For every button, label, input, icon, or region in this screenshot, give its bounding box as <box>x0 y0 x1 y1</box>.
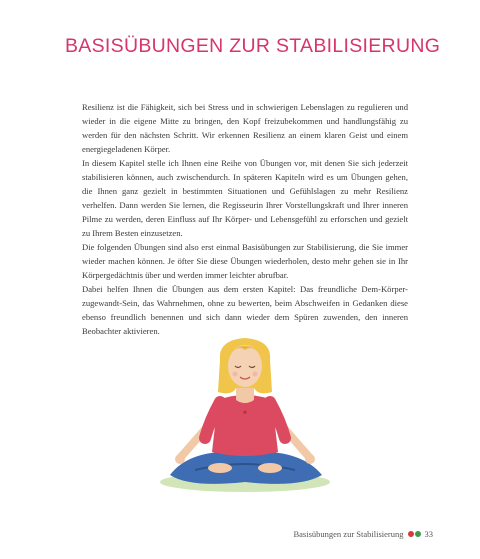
paragraph: Die folgenden Übungen sind also erst einmal Basisübungen zur Stabilisierung, die Sie immer wieder machen können. Je öfter Sie diese Übungen wiederholen, desto mehr gehen sie in Ihr Körpergedächtnis über und werden immer leichter abrufbar. <box>82 242 408 280</box>
paragraph: Dabei helfen Ihnen die Übungen aus dem ersten Kapitel: Das freundliche Dem-Körper-zugewandt-Sein, das Wahrnehmen, ohne zu bewerten, beim Abschweifen in Gedanken diese ebenso freundlich benennen und sich dann wieder dem Spüren zuwenden, den inneren Beobachter aktivieren. <box>82 284 408 336</box>
page-footer <box>293 529 433 539</box>
page-title: BASISÜBUNGEN ZUR STABILISIERUNG <box>65 35 441 57</box>
meditating-woman-illustration <box>150 330 340 495</box>
footer-section-title: Basisübungen zur Stabilisierung <box>293 529 404 539</box>
body-text <box>82 100 408 338</box>
paragraph: In diesem Kapitel stelle ich Ihnen eine Reihe von Übungen vor, mit denen Sie sich jederzeit stabilisieren können, auch zwischendurch. In späteren Kapiteln wird es um Übungen gehen, die Ihnen ganz gezielt in bestimmten Situationen und Gefühlslagen zu mehr Resilienz verhelfen. Dann werden Sie lernen, die Regisseurin Ihrer Vorstellungskraft und Ihrer inneren Pilme zu werden, deren Einfluss auf Ihr Körper- und Lebensgefühl zu erforschen und gezielt zu Ihrem Besten einzusetzen. <box>82 158 408 238</box>
page-number: 33 <box>424 529 433 539</box>
paragraph: Resilienz ist die Fähigkeit, sich bei Stress und in schwierigen Lebenslagen zu regulieren und wieder in die eigene Mitte zu bringen, den Kopf freizubekommen und handlungsfähig zu werden für den nächsten Schritt. Wir erkennen Resilienz an einem klaren Geist und einem energiegeladenen Körper. <box>82 102 408 154</box>
footer-dots-icon <box>408 531 421 537</box>
